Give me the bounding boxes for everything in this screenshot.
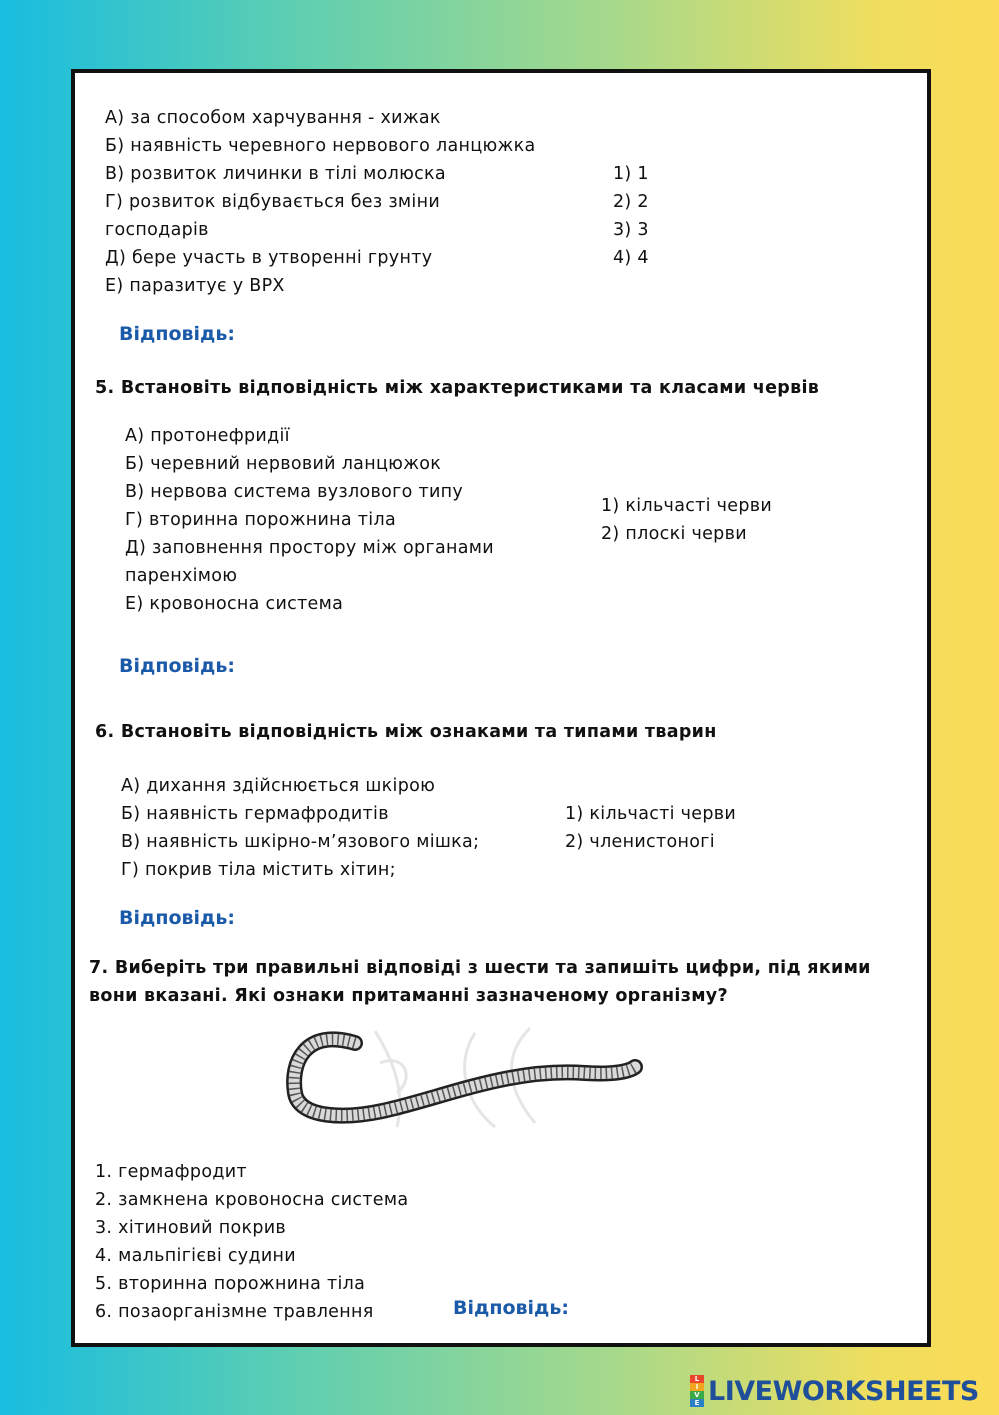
task6-question: 6. Встановіть відповідність між ознаками та типами тварин (95, 722, 717, 742)
logo-text: LIVEWORKSHEETS (708, 1375, 979, 1407)
badge-letter: V (690, 1391, 704, 1399)
task6-left-item: А) дихання здійснюється шкірою (121, 776, 436, 796)
task4-left-item: Г) розвиток відбувається без зміни (105, 192, 441, 212)
task5-answer-label: Відповідь: (119, 655, 236, 677)
task7-option: 3. хітиновий покрив (95, 1218, 287, 1238)
task7-option: 5. вторинна порожнина тіла (95, 1274, 366, 1294)
task5-right-item: 2) плоскі черви (601, 524, 747, 544)
task7-option: 6. позаорганізмне травлення (95, 1302, 374, 1322)
task7-question-line1: 7. Виберіть три правильні відповіді з шести та запишіть цифри, під якими (89, 958, 871, 978)
earthworm-illustration (285, 1023, 645, 1133)
task5-left-item: А) протонефридії (125, 426, 290, 446)
task6-left-item: Б) наявність гермафродитів (121, 804, 389, 824)
task4-left-item: А) за способом харчування - хижак (105, 108, 441, 128)
liveworksheets-logo (690, 1374, 979, 1408)
live-badge-icon (690, 1375, 704, 1407)
badge-letter: I (690, 1383, 704, 1391)
task4-left-item: господарів (105, 220, 209, 240)
task5-left-item: Г) вторинна порожнина тіла (125, 510, 396, 530)
task5-right-item: 1) кільчасті черви (601, 496, 773, 516)
task5-left-item: Е) кровоносна система (125, 594, 344, 614)
task4-left-item: Е) паразитує у ВРХ (105, 276, 285, 296)
task6-right-item: 1) кільчасті черви (565, 804, 737, 824)
task6-left-item: Г) покрив тіла містить хітин; (121, 860, 396, 880)
task5-left-item: В) нервова система вузлового типу (125, 482, 464, 502)
task7-option: 2. замкнена кровоносна система (95, 1190, 409, 1210)
task4-answer-label: Відповідь: (119, 323, 236, 345)
task6-right-item: 2) членистоногі (565, 832, 715, 852)
task6-left-item: В) наявність шкірно-м’язового мішка; (121, 832, 480, 852)
task4-right-item: 3) 3 (613, 220, 649, 240)
worksheet-sheet (71, 69, 931, 1347)
task4-right-item: 2) 2 (613, 192, 649, 212)
task4-left-item: Б) наявність черевного нервового ланцюжка (105, 136, 536, 156)
task7-answer-label: Відповідь: (453, 1297, 570, 1319)
task6-answer-label: Відповідь: (119, 907, 236, 929)
task4-left-item: Д) бере участь в утворенні грунту (105, 248, 433, 268)
task5-left-item: Д) заповнення простору між органами (125, 538, 494, 558)
task4-left-item: В) розвиток личинки в тілі молюска (105, 164, 446, 184)
task7-option: 4. мальпігієві судини (95, 1246, 296, 1266)
task4-right-item: 1) 1 (613, 164, 649, 184)
task5-left-item: паренхімою (125, 566, 238, 586)
task7-option: 1. гермафродит (95, 1162, 247, 1182)
badge-letter: L (690, 1375, 704, 1383)
task5-left-item: Б) черевний нервовий ланцюжок (125, 454, 442, 474)
badge-letter: E (690, 1399, 704, 1407)
task4-right-item: 4) 4 (613, 248, 649, 268)
task5-question: 5. Встановіть відповідність між характеристиками та класами червів (95, 378, 820, 398)
task7-question-line2: вони вказані. Які ознаки притаманні зазначеному організму? (89, 986, 728, 1006)
